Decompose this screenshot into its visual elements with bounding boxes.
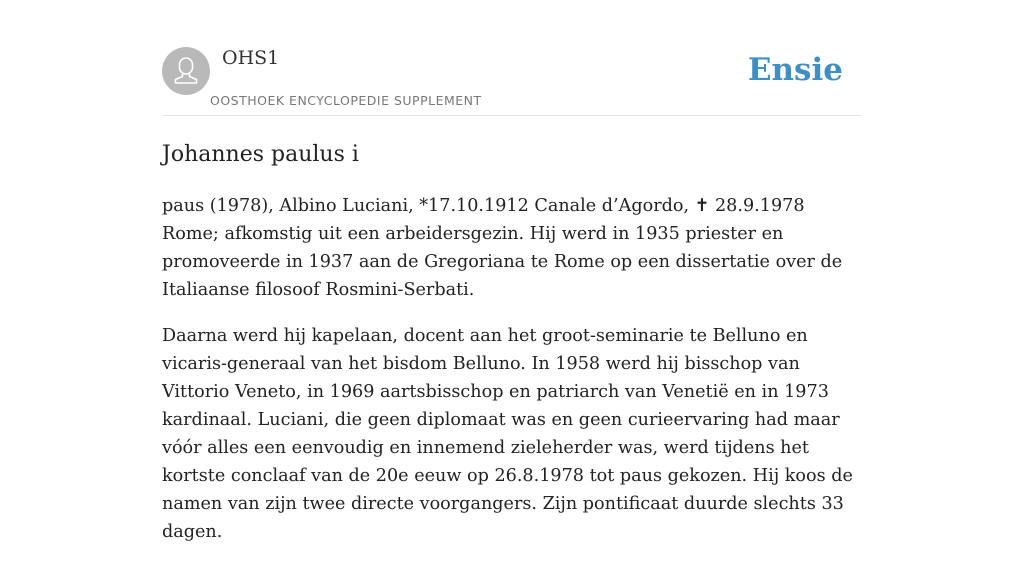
user-icon [162,47,210,95]
ensie-logo[interactable]: Ensie [747,52,843,88]
header [162,0,862,116]
article-body [162,192,862,564]
source-label[interactable]: OOSTHOEK ENCYCLOPEDIE SUPPLEMENT [210,93,482,108]
article-title: Johannes paulus i [162,142,359,167]
author-avatar[interactable] [162,47,210,95]
author-name[interactable]: OHS1 [222,47,280,69]
article-paragraph: Daarna werd hij kapelaan, docent aan het groot-seminarie te Belluno en vicaris-generaal van het bisdom Belluno. In 1958 werd hij bisschop van Vittorio Veneto, in 1969 aartsbisschop en patriarch van Venetië en in 1973 kardinaal. Luciani, die geen diplomaat was en geen curieervaring had maar vóór alles een eenvoudig en innemend zieleherder was, werd tijdens het kortste conclaaf van de 20e eeuw op 26.8.1978 tot paus gekozen. Hij koos de namen van zijn twee directe voorgangers. Zijn pontificaat duurde slechts 33 dagen. [162,326,853,542]
article-paragraph: paus (1978), Albino Luciani, *17.10.1912 Canale d’Agordo, ✝ 28.9.1978 Rome; afkomstig uit een arbeidersgezin. Hij werd in 1935 priester en promoveerde in 1937 aan de Gregoriana te Rome op een dissertatie over de Italiaanse filosoof Rosmini-Serbati. [162,196,843,300]
